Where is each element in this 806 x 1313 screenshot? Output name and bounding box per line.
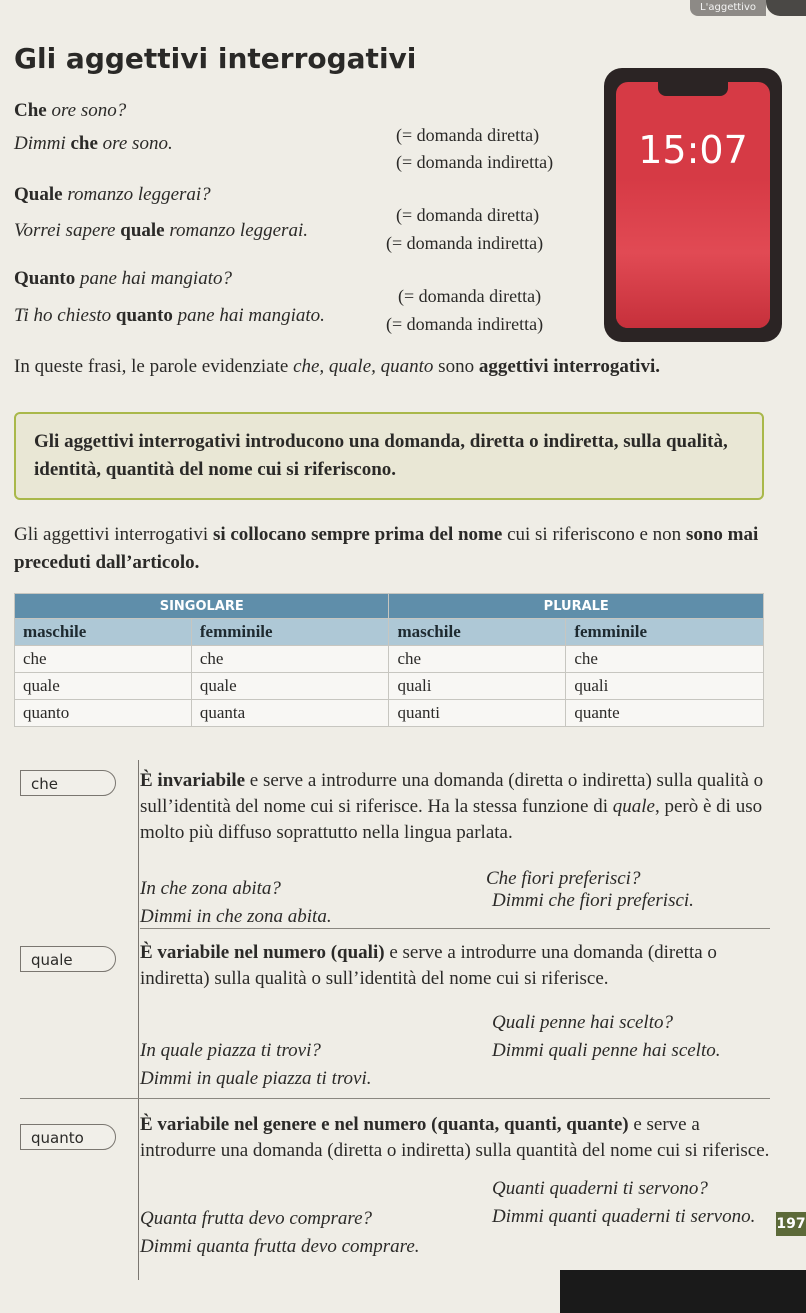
entry-che-example: Dimmi in che zona abita. (140, 906, 332, 927)
forms-table (14, 593, 764, 727)
entry-separator (20, 1098, 770, 1099)
example-1: Che ore sono? (14, 100, 127, 121)
entry-quanto-example: Dimmi quanta frutta devo comprare. (140, 1236, 420, 1257)
note-direct-3: (= domanda diretta) (398, 286, 542, 306)
table-header: femminile (566, 619, 764, 646)
entry-quanto-example: Quanti quaderni ti servono? (492, 1178, 708, 1199)
phone-screen (616, 82, 770, 328)
chapter-tag: L'aggettivo (690, 0, 766, 16)
table-row (15, 700, 764, 727)
page-title: Gli aggettivi interrogativi (14, 42, 417, 75)
example-4: Vorrei sapere quale romanzo leggerai. (14, 220, 308, 241)
entry-quale-example: In quale piazza ti trovi? (140, 1040, 321, 1061)
table-cell: quale (191, 673, 389, 700)
table-cell: quanta (191, 700, 389, 727)
example-6: Ti ho chiesto quanto pane hai mangiato. (14, 305, 325, 326)
phone-notch (658, 82, 728, 96)
table-group-plural: PLURALE (389, 594, 764, 619)
table-group-singular: SINGOLARE (15, 594, 389, 619)
entry-quanto-example: Dimmi quanti quaderni ti servono. (492, 1206, 756, 1227)
table-header: femminile (191, 619, 389, 646)
table-header: maschile (389, 619, 566, 646)
entry-quale-example: Quali penne hai scelto? (492, 1012, 673, 1033)
keyword-quanto: quanto (20, 1124, 116, 1150)
entry-quale-text: È variabile nel numero (quali) e serve a introdurre una domanda (diretta o indiretta) sulla qualità o sull’identità del nome cui si riferisce. (140, 942, 717, 989)
entry-separator (140, 928, 770, 929)
table-cell: quante (566, 700, 764, 727)
table-cell: quale (15, 673, 192, 700)
table-cell: che (191, 646, 389, 673)
table-header: maschile (15, 619, 192, 646)
example-3: Quale romanzo leggerai? (14, 184, 211, 205)
note-indirect-1: (= domanda indiretta) (396, 152, 554, 172)
entries-divider (138, 760, 139, 1280)
entry-quanto-text: È variabile nel genere e nel numero (quanta, quanti, quante) e serve a introdurre una domanda (diretta o indiretta) sulla quantità del nome cui si riferisce. (140, 1114, 770, 1161)
keyword-quale: quale (20, 946, 116, 972)
table-cell: che (566, 646, 764, 673)
entry-che-example: Dimmi che fiori preferisci. (492, 890, 694, 911)
entry-che-example: Che fiori preferisci? (486, 868, 641, 889)
table-cell: quali (566, 673, 764, 700)
example-5: Quanto pane hai mangiato? (14, 268, 232, 289)
page-number: 197 (776, 1212, 806, 1236)
definition-callout: Gli aggettivi interrogativi introducono una domanda, diretta o indiretta, sulla qualità, identità, quantità del nome cui si riferiscono. (14, 412, 764, 500)
example-2: Dimmi che ore sono. (14, 133, 173, 154)
note-indirect-2: (= domanda indiretta) (386, 233, 544, 253)
chapter-tag-marker (766, 0, 806, 16)
table-row (15, 673, 764, 700)
entry-quale-example: Dimmi in quale piazza ti trovi. (140, 1068, 372, 1089)
table-cell: quanto (15, 700, 192, 727)
table-cell: quali (389, 673, 566, 700)
entry-che-example: In che zona abita? (140, 878, 281, 899)
page-edge-shadow (560, 1270, 806, 1313)
smartphone-illustration (604, 68, 782, 342)
table-cell: che (389, 646, 566, 673)
table-cell: quanti (389, 700, 566, 727)
placement-rule: Gli aggettivi interrogativi si collocano sempre prima del nome cui si riferiscono e non sono mai preceduti dall’articolo. (14, 524, 759, 573)
phone-clock: 15:07 (638, 128, 748, 172)
entry-quale-example: Dimmi quali penne hai scelto. (492, 1040, 721, 1061)
entry-quanto-example: Quanta frutta devo comprare? (140, 1208, 373, 1229)
table-row (15, 646, 764, 673)
note-direct-2: (= domanda diretta) (396, 205, 540, 225)
note-indirect-3: (= domanda indiretta) (386, 314, 544, 334)
keyword-che: che (20, 770, 116, 796)
intro-text: In queste frasi, le parole evidenziate che, quale, quanto sono aggettivi interrogativi. (14, 356, 660, 377)
note-direct-1: (= domanda diretta) (396, 125, 540, 145)
entry-che-text: È invariabile e serve a introdurre una domanda (diretta o indiretta) sulla qualità o sull’identità del nome cui si riferisce. Ha la stessa funzione di quale, però è di uso molto più diffuso soprattutto nella lingua parlata. (140, 770, 764, 843)
table-cell: che (15, 646, 192, 673)
